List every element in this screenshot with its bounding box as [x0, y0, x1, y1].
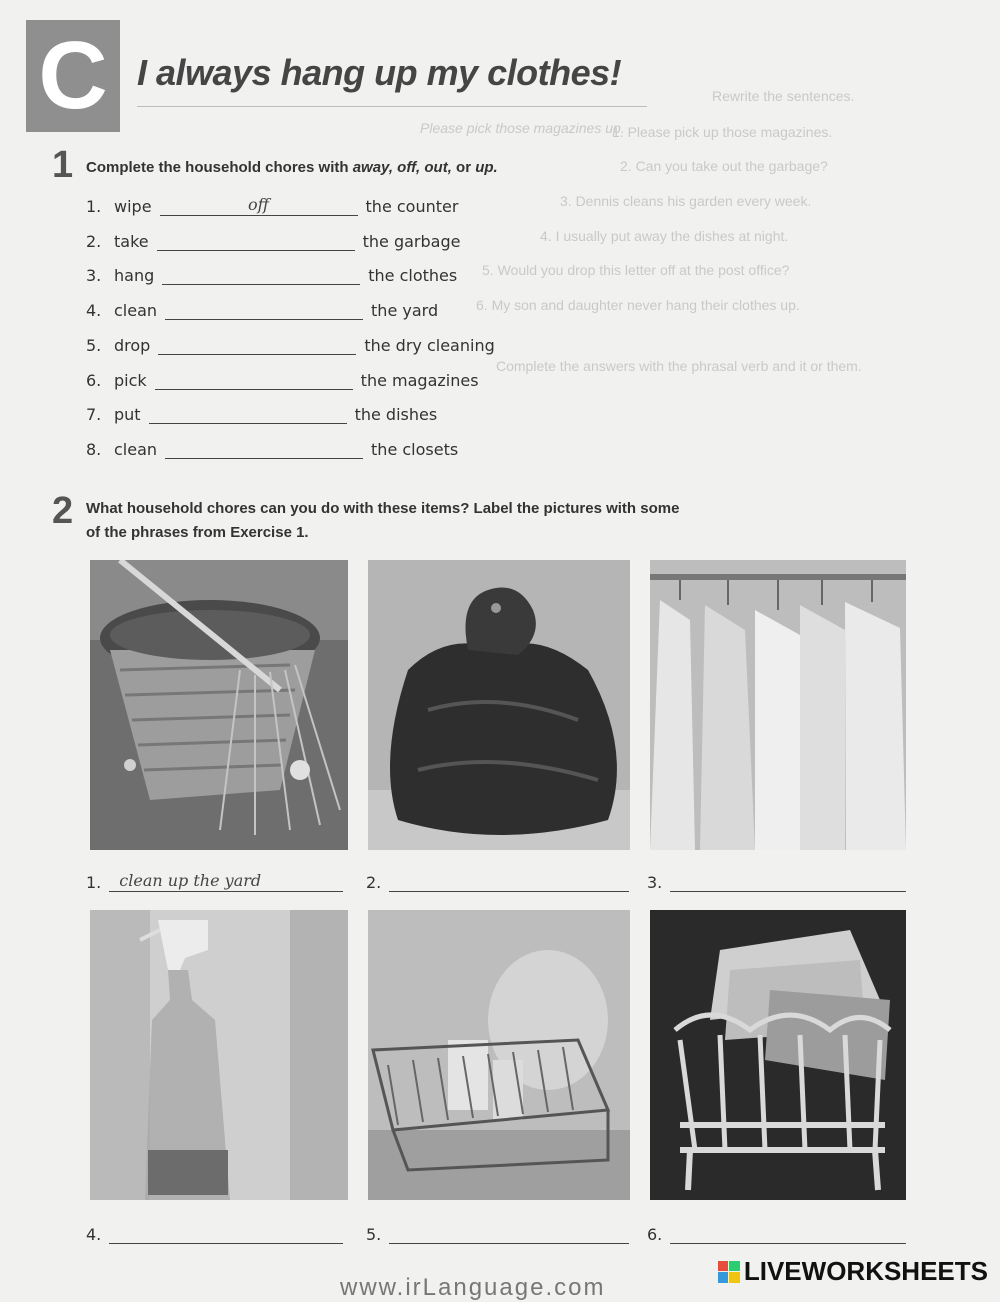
exercise-1-instruction: [86, 156, 498, 180]
section-letter-box: C: [26, 20, 120, 132]
photo-magazine-rack: [650, 910, 906, 1200]
bleed-handwritten: Please pick those magazines up.: [420, 120, 625, 136]
item-number: 5.: [86, 336, 102, 355]
brand-name: LIVEWORKSHEETS: [743, 1256, 988, 1286]
label-number: 6.: [647, 1225, 663, 1244]
photo-spray-bottle: [90, 910, 348, 1200]
photo-clothes-hangers: [650, 560, 906, 850]
item-object: the magazines: [360, 371, 479, 390]
label-number: 3.: [647, 873, 663, 892]
picture-label: [647, 1220, 906, 1244]
instruction-or: or: [451, 159, 476, 176]
item-object: the garbage: [362, 232, 461, 251]
exercise-2-number: 2: [52, 490, 74, 532]
item-verb: put: [114, 405, 141, 424]
label-blank[interactable]: [670, 871, 906, 892]
item-object: the counter: [365, 197, 459, 216]
answer-blank[interactable]: [160, 195, 358, 216]
chore-item: [86, 294, 438, 320]
chore-item: [86, 329, 495, 355]
label-blank[interactable]: [389, 871, 629, 892]
label-number: 4.: [86, 1225, 102, 1244]
item-number: 2.: [86, 232, 102, 251]
label-blank[interactable]: [109, 871, 343, 892]
title-rule: [137, 106, 647, 107]
chore-item: [86, 225, 460, 251]
label-blank[interactable]: [389, 1223, 629, 1244]
label-number: 2.: [366, 873, 382, 892]
label-answer: clean up the yard: [119, 871, 262, 890]
instruction-up: up.: [475, 159, 498, 176]
chore-item: [86, 364, 479, 390]
item-number: 1.: [86, 197, 102, 216]
exercise-2-instruction: [86, 497, 679, 545]
bleed-line: 5. Would you drop this letter off at the post office?: [482, 262, 790, 278]
answer-blank[interactable]: [157, 230, 355, 251]
bleed-line: 1. Please pick up those magazines.: [612, 124, 833, 140]
liveworksheets-logo[interactable]: [718, 1256, 988, 1287]
item-object: the clothes: [368, 266, 458, 285]
answer-blank[interactable]: [149, 403, 347, 424]
picture-label: [366, 1220, 629, 1244]
bleed-line: 6. My son and daughter never hang their clothes up.: [476, 297, 800, 313]
answer-blank[interactable]: [158, 334, 356, 355]
picture-label: [86, 868, 343, 892]
picture-label: [366, 868, 629, 892]
item-verb: pick: [114, 371, 147, 390]
instruction-words: away, off, out,: [352, 159, 452, 176]
item-verb: hang: [114, 266, 155, 285]
picture-label: [86, 1220, 343, 1244]
item-verb: clean: [114, 301, 158, 320]
photo-garbage-bag: [368, 560, 630, 850]
item-number: 8.: [86, 440, 102, 459]
chore-item: [86, 259, 457, 285]
bleed-line: 2. Can you take out the garbage?: [620, 158, 828, 174]
liveworksheets-icon: [718, 1261, 740, 1283]
answer-text: off: [248, 195, 270, 214]
instruction-line: of the phrases from Exercise 1.: [86, 524, 309, 541]
answer-blank[interactable]: [165, 438, 363, 459]
label-blank[interactable]: [670, 1223, 906, 1244]
label-number: 5.: [366, 1225, 382, 1244]
picture-label: [647, 868, 906, 892]
chore-item: [86, 433, 458, 459]
chore-item: [86, 398, 437, 424]
label-number: 1.: [86, 873, 102, 892]
answer-blank[interactable]: [165, 299, 363, 320]
label-blank[interactable]: [109, 1223, 343, 1244]
item-number: 3.: [86, 266, 102, 285]
item-object: the closets: [371, 440, 459, 459]
bleed-line: 3. Dennis cleans his garden every week.: [560, 193, 812, 209]
photo-leaf-basket-rake: [90, 560, 348, 850]
item-verb: take: [114, 232, 149, 251]
footer-url: www.irLanguage.com: [340, 1274, 606, 1301]
answer-blank[interactable]: [155, 369, 353, 390]
answer-blank[interactable]: [162, 264, 360, 285]
chore-item: [86, 190, 458, 216]
bleed-rewrite: Rewrite the sentences.: [712, 88, 855, 104]
item-object: the yard: [371, 301, 439, 320]
photo-dish-rack: [368, 910, 630, 1200]
instruction-text: Complete the household chores with: [86, 159, 353, 176]
bleed-complete: Complete the answers with the phrasal verb and it or them.: [496, 358, 862, 374]
exercise-1-number: 1: [52, 144, 74, 186]
bleed-line: 4. I usually put away the dishes at night.: [540, 228, 789, 244]
item-object: the dry cleaning: [364, 336, 495, 355]
item-object: the dishes: [354, 405, 438, 424]
item-number: 7.: [86, 405, 102, 424]
item-number: 4.: [86, 301, 102, 320]
item-verb: wipe: [114, 197, 152, 216]
item-verb: clean: [114, 440, 158, 459]
item-number: 6.: [86, 371, 102, 390]
item-verb: drop: [114, 336, 151, 355]
page-title: I always hang up my clothes!: [137, 52, 622, 93]
instruction-line: What household chores can you do with these items? Label the pictures with some: [86, 500, 680, 517]
